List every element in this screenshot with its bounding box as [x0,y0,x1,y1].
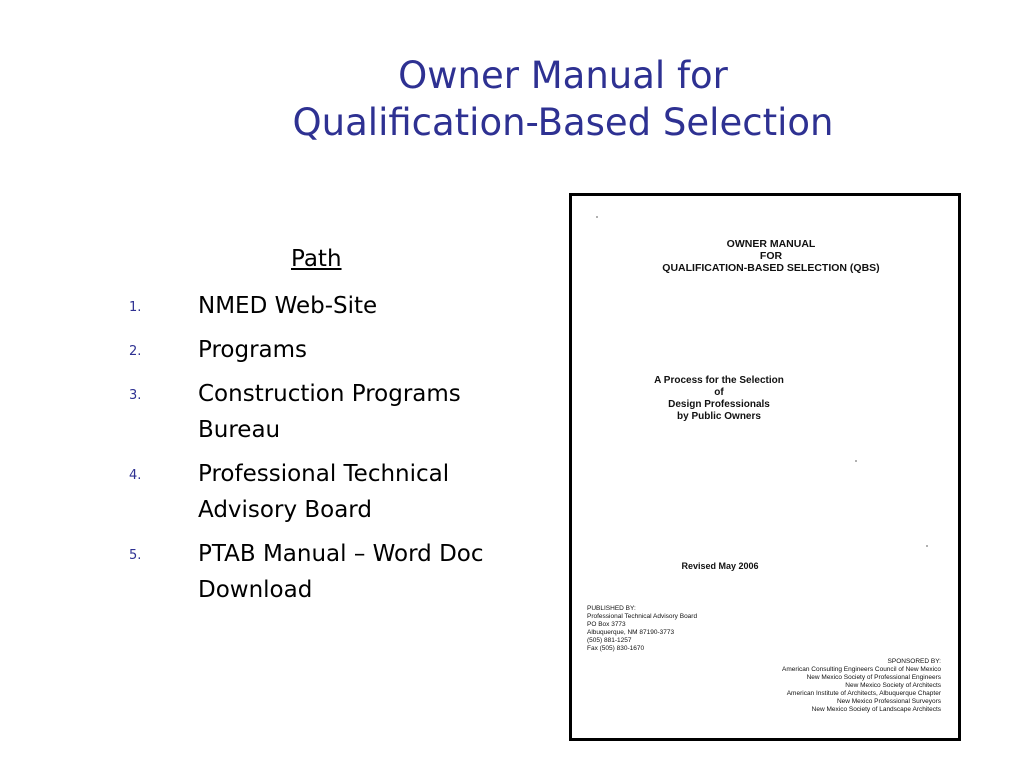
cover-title-line: QUALIFICATION-BASED SELECTION (QBS) [662,262,880,274]
sponsored-line: New Mexico Society of Architects [845,682,941,689]
step-number: 3. [129,388,142,403]
sponsored-line: New Mexico Society of Landscape Architects [811,706,941,713]
slide-title-line-2: Qualification-Based Selection [292,101,834,144]
scan-speck [926,545,928,547]
step-number: 4. [129,468,142,483]
sponsored-line: SPONSORED BY: [887,658,941,665]
sponsored-line: New Mexico Society of Professional Engineers [806,674,941,681]
cover-title-line: OWNER MANUAL [726,238,816,250]
step-number: 2. [129,344,142,359]
step-text: Professional Technical Advisory Board [198,461,450,523]
cover-title [578,238,964,274]
step-text: Programs [198,337,308,363]
cover-process-line: A Process for the Selection [654,375,784,386]
sponsored-line: New Mexico Professional Surveyors [836,698,941,705]
published-line: Professional Technical Advisory Board [587,613,698,620]
sponsored-line: American Institute of Architects, Albuquerque Chapter [786,690,941,697]
cover-process-line: by Public Owners [677,411,761,422]
cover-process-line: of [714,387,724,398]
published-line: PO Box 3773 [587,621,626,628]
path-step-5 [124,536,524,608]
manual-cover-image [569,193,961,741]
published-line: Fax (505) 830-1670 [587,645,645,652]
step-number: 1. [129,300,142,315]
slide-title-line-1: Owner Manual for [398,54,728,97]
slide-title [0,52,1024,146]
sponsored-line: American Consulting Engineers Council of New Mexico [782,666,941,673]
path-heading: Path [291,246,342,272]
published-line: (505) 881-1257 [587,637,632,644]
step-number: 5. [129,548,142,563]
cover-title-line: FOR [759,250,783,262]
path-step-3 [124,376,524,448]
cover-revised-date: Revised May 2006 [681,561,759,571]
step-text: PTAB Manual – Word Doc Download [198,541,484,603]
cover-published-by [587,605,697,653]
step-text: Construction Programs Bureau [198,381,461,443]
step-text: NMED Web-Site [198,293,378,319]
cover-process-description [526,375,912,423]
cover-process-line: Design Professionals [668,399,770,410]
scan-speck [855,460,857,462]
path-steps-list [124,288,524,616]
cover-sponsored-by [782,658,941,714]
published-line: Albuquerque, NM 87190-3773 [587,629,675,636]
path-step-4 [124,456,524,528]
path-step-1 [124,288,524,324]
path-step-2 [124,332,524,368]
published-line: PUBLISHED BY: [587,605,636,612]
scan-speck [596,216,598,218]
